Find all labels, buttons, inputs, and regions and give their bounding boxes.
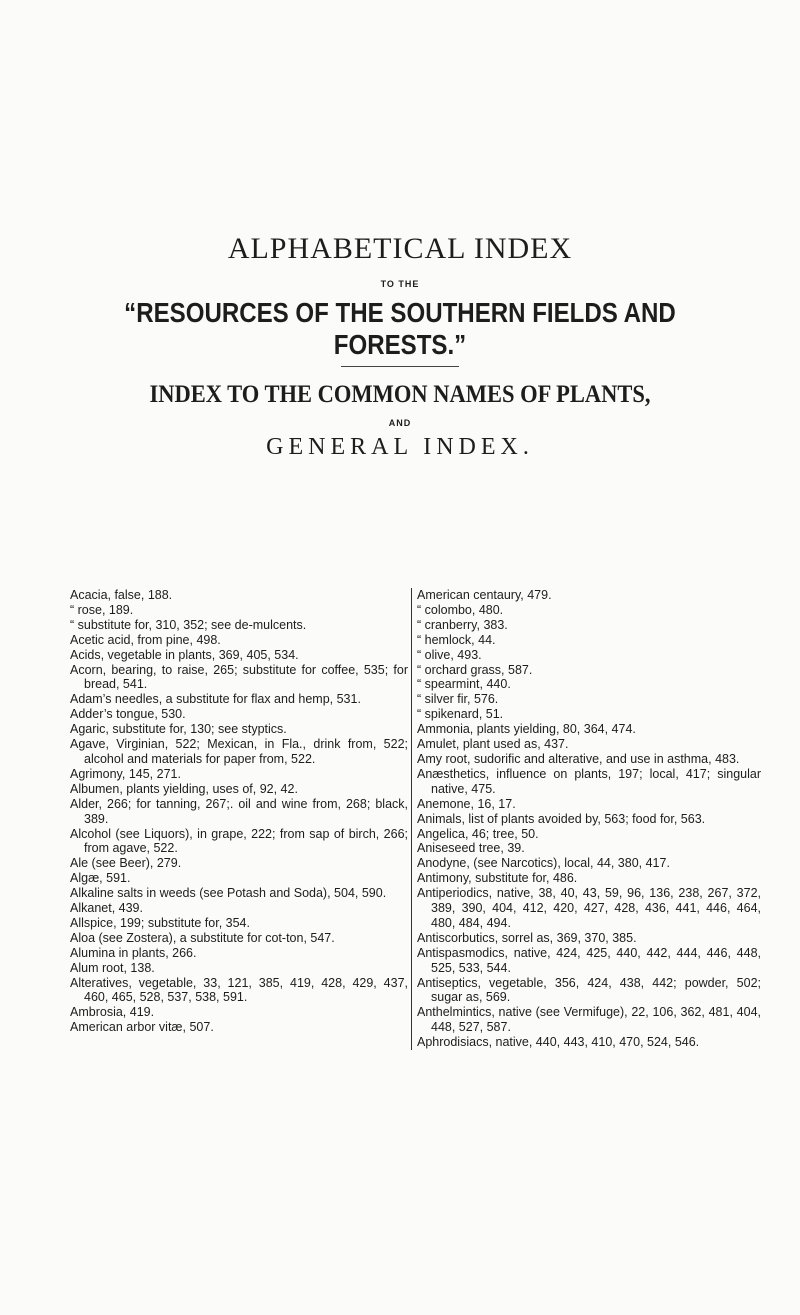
and-label: AND [388, 418, 412, 428]
index-entry: Antispasmodics, native, 424, 425, 440, 442, 444, 446, 448, 525, 533, 544. [417, 945, 761, 975]
index-entry: “ spearmint, 440. [417, 677, 511, 692]
index-entry: Alkanet, 439. [70, 901, 143, 916]
index-entry: Aniseseed tree, 39. [417, 841, 525, 856]
subtitle: “RESOURCES OF THE SOUTHERN FIELDS AND FORESTS.” [124, 297, 676, 360]
index-entry: Adam’s needles, a substitute for flax and hemp, 531. [70, 692, 361, 707]
index-heading: INDEX TO THE COMMON NAMES OF PLANTS, [149, 381, 651, 408]
index-entry: Anæsthetics, influence on plants, 197; local, 417; singular native, 475. [417, 766, 761, 796]
index-entry: Anthelmintics, native (see Vermifuge), 22, 106, 362, 481, 404, 448, 527, 587. [417, 1005, 761, 1035]
index-entry: Aloa (see Zostera), a substitute for cot-ton, 547. [70, 930, 335, 945]
index-entry: Alder, 266; for tanning, 267;. oil and wine from, 268; black, 389. [70, 796, 408, 826]
index-entry: Agaric, substitute for, 130; see styptics. [70, 722, 287, 737]
index-entry: Acacia, false, 188. [70, 588, 173, 602]
to-the-label: TO THE [380, 279, 420, 289]
index-entry: Angelica, 46; tree, 50. [417, 826, 539, 841]
left-index-column [70, 588, 408, 1035]
index-entry: Aphrodisiacs, native, 440, 443, 410, 470, 524, 546. [417, 1035, 700, 1050]
index-entry: Albumen, plants yielding, uses of, 92, 42. [70, 781, 298, 796]
index-entry: Alumina in plants, 266. [70, 945, 197, 960]
index-entry: “ substitute for, 310, 352; see de-mulcents. [70, 617, 307, 632]
index-entry: Agave, Virginian, 522; Mexican, in Fla., drink from, 522; alcohol and materials for paper from, 522. [70, 737, 408, 766]
index-entry: American arbor vitæ, 507. [70, 1020, 214, 1035]
index-entry: Ambrosia, 419. [70, 1005, 155, 1020]
general-index-heading: GENERAL INDEX. [266, 434, 534, 460]
index-entry: Ale (see Beer), 279. [70, 856, 182, 871]
index-entry: Alum root, 138. [70, 960, 155, 975]
index-entry: Alcohol (see Liquors), in grape, 222; from sap of birch, 266; from agave, 522. [70, 826, 408, 856]
right-index-column [411, 588, 761, 1050]
index-entry: “ silver fir, 576. [417, 692, 499, 707]
index-entry: Ammonia, plants yielding, 80, 364, 474. [417, 722, 636, 737]
index-entry: “ cranberry, 383. [417, 617, 508, 632]
index-entry: Alkaline salts in weeds (see Potash and Soda), 504, 590. [70, 886, 387, 901]
index-entry: “ rose, 189. [70, 602, 134, 617]
index-entry: Amulet, plant used as, 437. [417, 737, 569, 752]
index-entry: “ orchard grass, 587. [417, 662, 533, 677]
index-entry: “ olive, 493. [417, 647, 482, 662]
divider-rule [341, 366, 459, 367]
index-entry: Acorn, bearing, to raise, 265; substitute for coffee, 535; for bread, 541. [70, 662, 408, 692]
index-entry: Anodyne, (see Narcotics), local, 44, 380, 417. [417, 856, 670, 871]
index-entry: Acids, vegetable in plants, 369, 405, 534. [70, 647, 299, 662]
index-entry: Amy root, sudorific and alterative, and use in asthma, 483. [417, 751, 740, 766]
index-entry: Allspice, 199; substitute for, 354. [70, 915, 250, 930]
index-entry: “ hemlock, 44. [417, 632, 496, 647]
index-entry: Adder’s tongue, 530. [70, 707, 186, 722]
index-entry: “ colombo, 480. [417, 602, 504, 617]
index-entry: Agrimony, 145, 271. [70, 766, 181, 781]
page-title: ALPHABETICAL INDEX [227, 232, 573, 265]
index-entry: Antiseptics, vegetable, 356, 424, 438, 442; powder, 502; sugar as, 569. [417, 975, 761, 1005]
index-entry: Acetic acid, from pine, 498. [70, 632, 221, 647]
index-entry: American centaury, 479. [417, 588, 552, 602]
index-entry: Antiscorbutics, sorrel as, 369, 370, 385. [417, 930, 637, 945]
index-entry: Antimony, substitute for, 486. [417, 871, 578, 886]
index-entry: Animals, list of plants avoided by, 563; food for, 563. [417, 811, 706, 826]
index-entry: “ spikenard, 51. [417, 707, 504, 722]
index-entry: Anemone, 16, 17. [417, 796, 516, 811]
index-entry: Algæ, 591. [70, 871, 131, 886]
index-entry: Antiperiodics, native, 38, 40, 43, 59, 96, 136, 238, 267, 372, 389, 390, 404, 412, 420, 427, 428, 436, 441, 446, 464, 480, 484, 494. [417, 886, 761, 930]
index-entry: Alteratives, vegetable, 33, 121, 385, 419, 428, 429, 437, 460, 465, 528, 537, 538, 591. [70, 975, 408, 1005]
